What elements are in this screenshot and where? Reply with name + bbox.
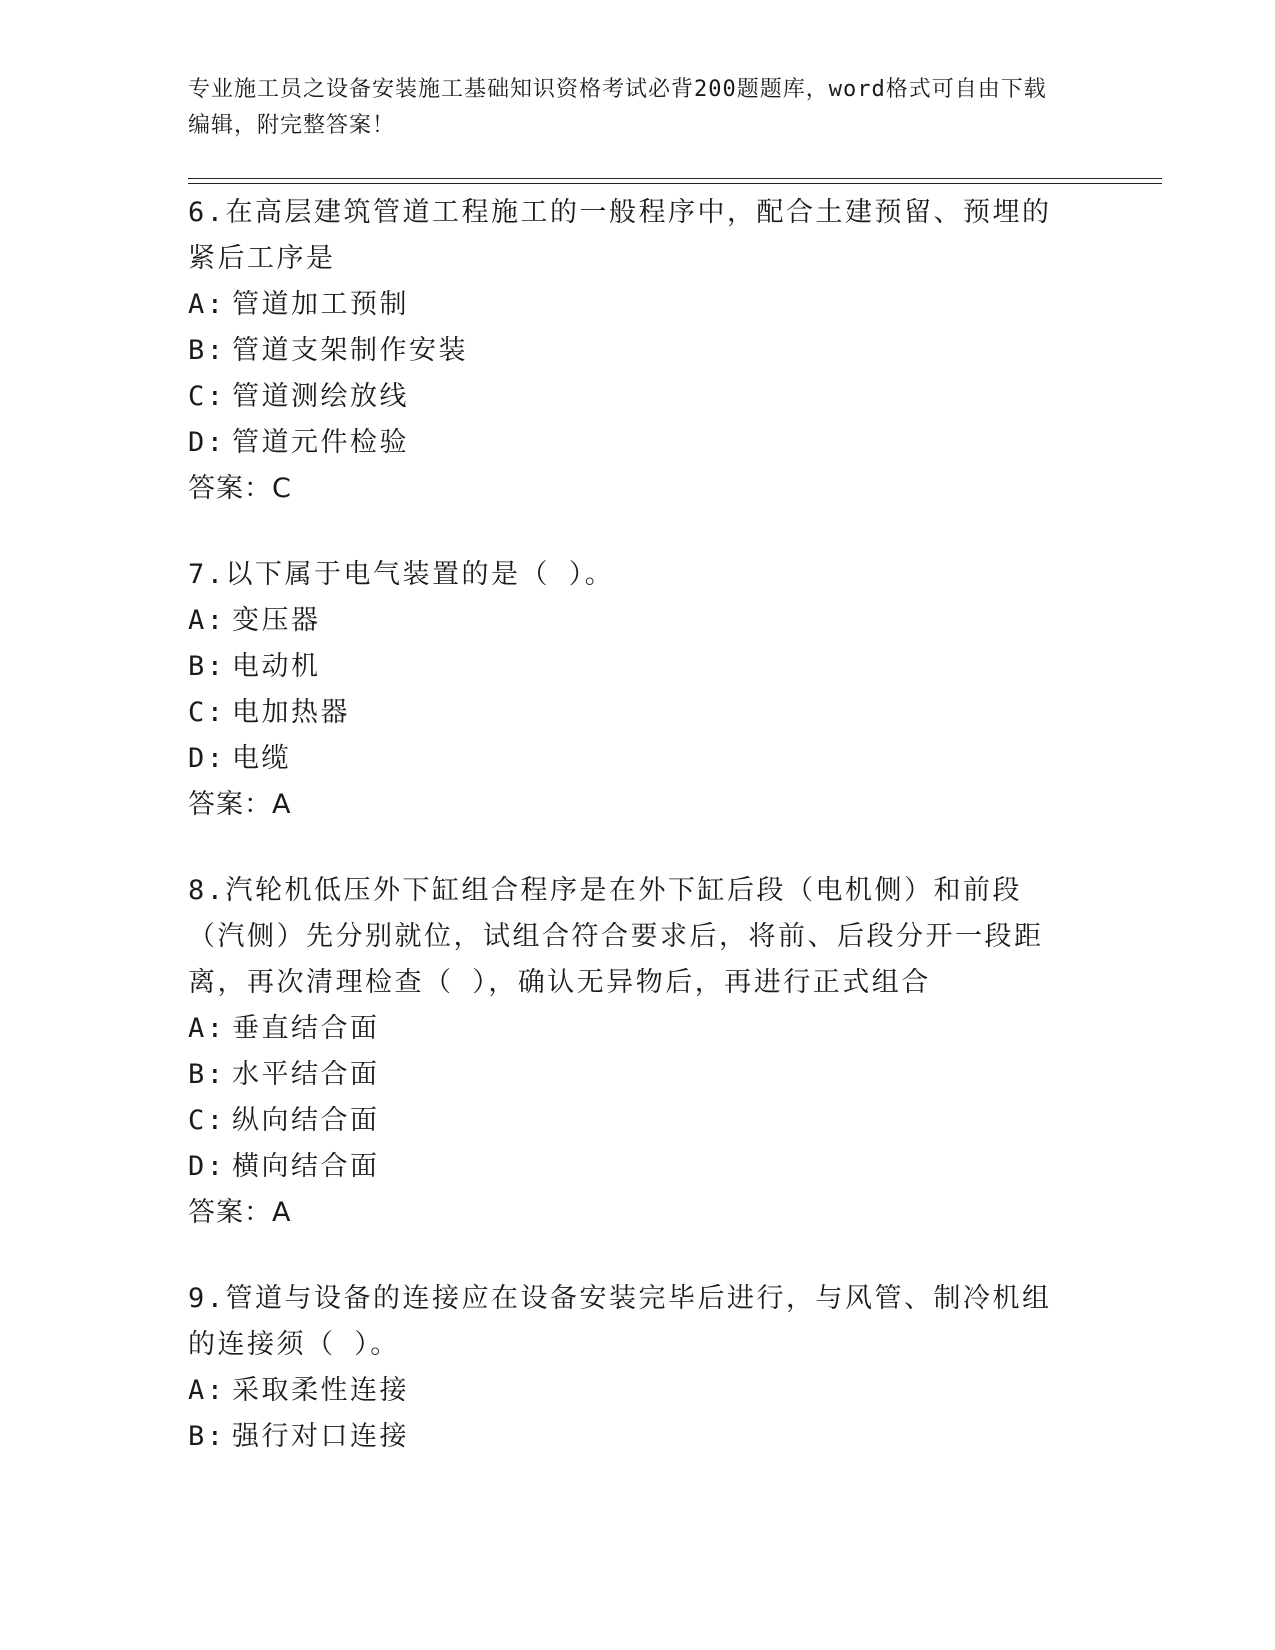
- option-text: 变压器: [232, 605, 321, 636]
- option-d: [188, 420, 1068, 466]
- option-a: [188, 1006, 1068, 1052]
- question-text: 9.管道与设备的连接应在设备安装完毕后进行，与风管、制冷机组的连接须（ ）。: [188, 1283, 1052, 1360]
- question-8: [188, 868, 1068, 1236]
- option-c: [188, 690, 1068, 736]
- option-key: A:: [188, 605, 226, 636]
- question-6: [188, 190, 1068, 512]
- option-d: [188, 1144, 1068, 1190]
- option-b: [188, 328, 1068, 374]
- option-b: [188, 1052, 1068, 1098]
- option-text: 纵向结合面: [232, 1105, 380, 1136]
- option-c: [188, 374, 1068, 420]
- option-key: B:: [188, 1059, 226, 1090]
- option-key: D:: [188, 1151, 226, 1182]
- option-key: B:: [188, 1421, 226, 1452]
- option-text: 采取柔性连接: [232, 1375, 409, 1406]
- option-text: 管道元件检验: [232, 427, 409, 458]
- option-text: 水平结合面: [232, 1059, 380, 1090]
- option-text: 管道加工预制: [232, 289, 409, 320]
- option-text: 横向结合面: [232, 1151, 380, 1182]
- option-d: [188, 736, 1068, 782]
- option-key: B:: [188, 335, 226, 366]
- option-text: 管道支架制作安装: [232, 335, 468, 366]
- option-text: 电动机: [232, 651, 321, 682]
- answer: 答案：C: [188, 473, 292, 504]
- option-a: [188, 598, 1068, 644]
- option-a: [188, 282, 1068, 328]
- option-text: 强行对口连接: [232, 1421, 409, 1452]
- header-divider-bottom: [188, 183, 1162, 184]
- option-key: D:: [188, 427, 226, 458]
- document-header: 专业施工员之设备安装施工基础知识资格考试必背200题题库，word格式可自由下载编辑，附完整答案！: [188, 77, 1047, 138]
- option-a: [188, 1368, 1068, 1414]
- option-b: [188, 1414, 1068, 1460]
- question-7: [188, 552, 1068, 828]
- option-c: [188, 1098, 1068, 1144]
- option-key: C:: [188, 381, 226, 412]
- option-key: D:: [188, 743, 226, 774]
- option-key: A:: [188, 1375, 226, 1406]
- option-key: A:: [188, 289, 226, 320]
- option-key: C:: [188, 697, 226, 728]
- option-text: 管道测绘放线: [232, 381, 409, 412]
- option-key: A:: [188, 1013, 226, 1044]
- answer: 答案：A: [188, 1197, 292, 1228]
- option-text: 电加热器: [232, 697, 350, 728]
- option-b: [188, 644, 1068, 690]
- question-text: 6.在高层建筑管道工程施工的一般程序中，配合土建预留、预埋的紧后工序是: [188, 197, 1052, 274]
- question-text: 8.汽轮机低压外下缸组合程序是在外下缸后段（电机侧）和前段（汽侧）先分别就位，试组合符合要求后，将前、后段分开一段距离，再次清理检查（ ），确认无异物后，再进行正式组合: [188, 875, 1044, 998]
- header-divider-top: [188, 178, 1162, 179]
- question-text: 7.以下属于电气装置的是（ ）。: [188, 559, 615, 590]
- option-key: C:: [188, 1105, 226, 1136]
- answer: 答案：A: [188, 789, 292, 820]
- option-text: 电缆: [232, 743, 291, 774]
- option-text: 垂直结合面: [232, 1013, 380, 1044]
- question-list: [188, 190, 1068, 1500]
- option-key: B:: [188, 651, 226, 682]
- question-9: [188, 1276, 1068, 1460]
